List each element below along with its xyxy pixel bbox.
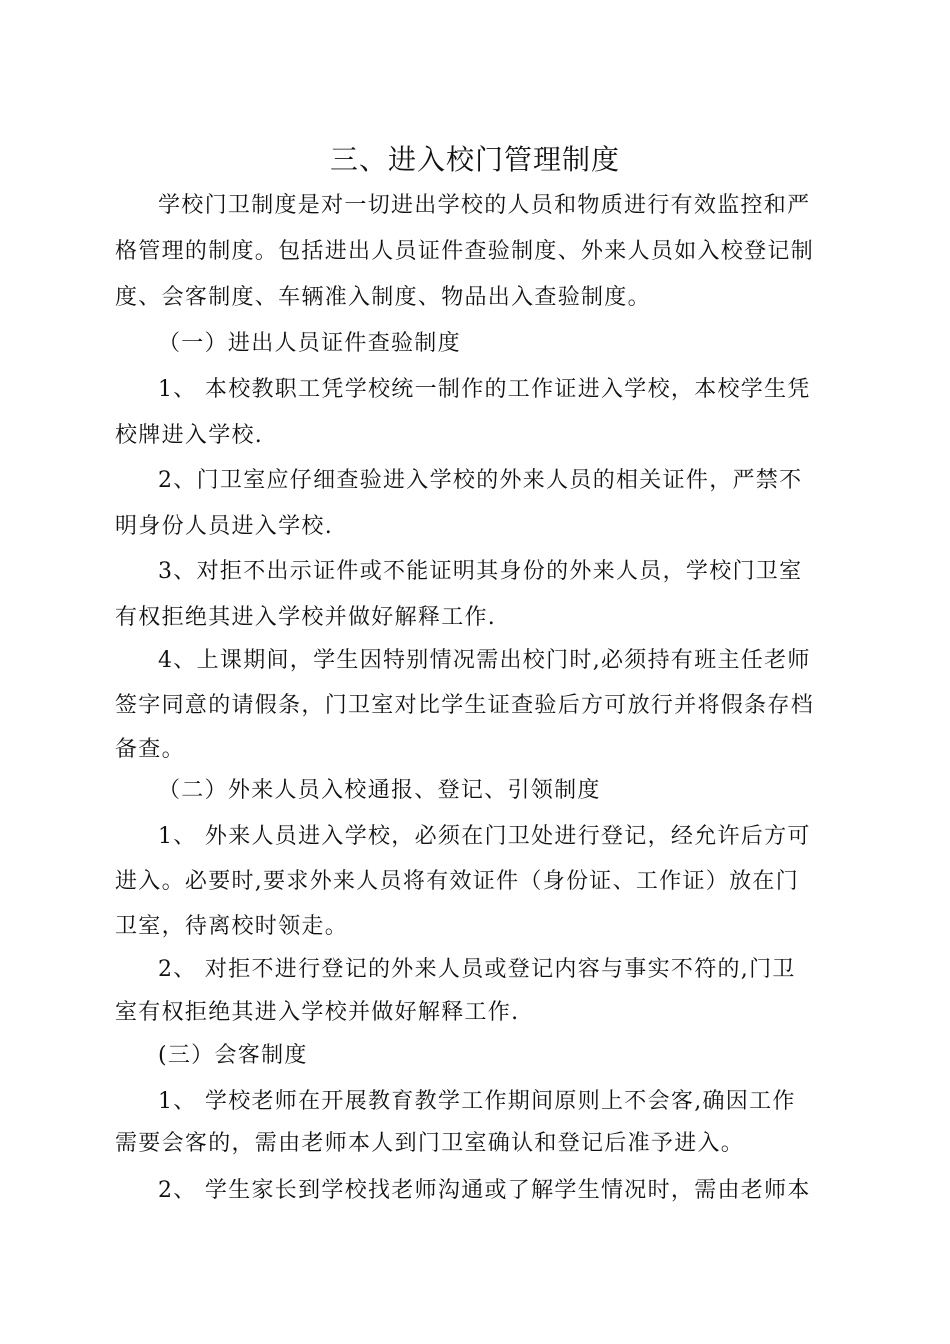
paragraph-line: 1、 本校教职工凭学校统一制作的工作证进入学校，本校学生凭 (158, 377, 811, 402)
section-heading: （二）外来人员入校通报、登记、引领制度 (158, 778, 601, 803)
paragraph-line: 3、对拒不出示证件或不能证明其身份的外来人员，学校门卫室 (158, 559, 803, 584)
paragraph-line: 室有权拒绝其进入学校并做好解释工作. (115, 1000, 520, 1025)
paragraph-line: 4、上课期间，学生因特别情况需出校门时,必须持有班主任老师 (158, 648, 811, 673)
section-heading: （一）进出人员证件查验制度 (158, 331, 461, 356)
paragraph-line: 1、 学校老师在开展教育教学工作期间原则上不会客,确因工作 (158, 1089, 796, 1114)
section-heading: (三）会客制度 (158, 1043, 308, 1068)
paragraph-line: 签字同意的请假条，门卫室对比学生证查验后方可放行并将假条存档 (115, 693, 815, 718)
paragraph-line: 进入。必要时,要求外来人员将有效证件（身份证、工作证）放在门 (115, 869, 799, 894)
paragraph-line: 学校门卫制度是对一切进出学校的人员和物质进行有效监控和严 (158, 193, 811, 218)
paragraph-line: 度、会客制度、车辆准入制度、物品出入查验制度。 (115, 285, 651, 310)
paragraph-line: 1、 外来人员进入学校，必须在门卫处进行登记，经允许后方可 (158, 824, 811, 849)
paragraph-line: 2、 对拒不进行登记的外来人员或登记内容与事实不符的,门卫 (158, 957, 796, 982)
paragraph-line: 2、门卫室应仔细查验进入学校的外来人员的相关证件，严禁不 (158, 468, 803, 493)
paragraph-line: 2、 学生家长到学校找老师沟通或了解学生情况时，需由老师本 (158, 1178, 811, 1203)
paragraph-line: 校牌进入学校. (115, 423, 264, 448)
document-title: 三、进入校门管理制度 (329, 143, 620, 176)
paragraph-line: 备查。 (115, 737, 185, 762)
paragraph-line: 需要会客的，需由老师本人到门卫室确认和登记后准予进入。 (115, 1131, 745, 1156)
paragraph-line: 格管理的制度。包括进出人员证件查验制度、外来人员如入校登记制 (115, 239, 815, 264)
paragraph-line: 有权拒绝其进入学校并做好解释工作. (115, 605, 497, 630)
paragraph-line: 明身份人员进入学校. (115, 514, 333, 539)
paragraph-line: 卫室，待离校时领走。 (115, 914, 349, 939)
